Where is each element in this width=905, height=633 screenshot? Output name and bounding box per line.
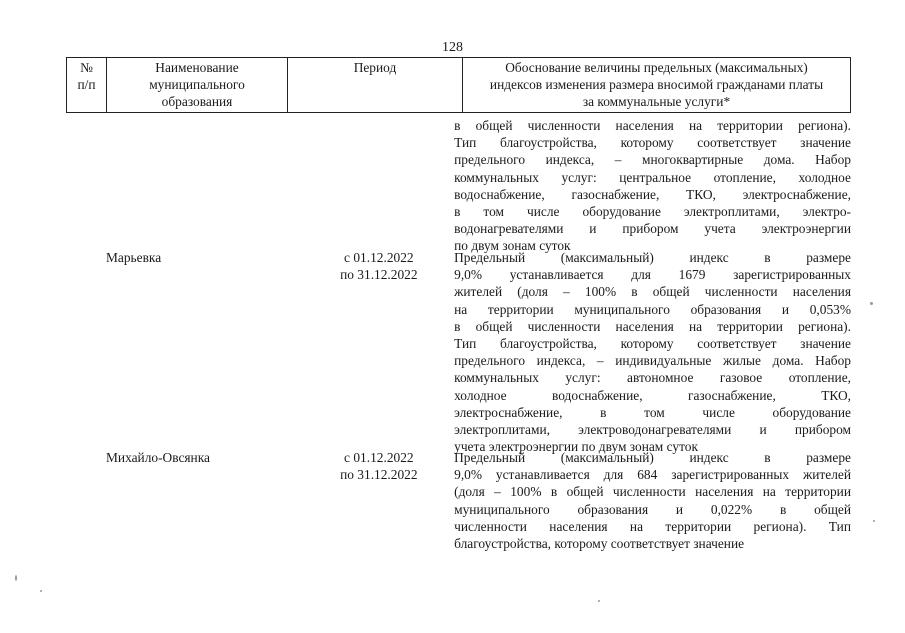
- text-line: благоустройства, которому соответствует значение: [454, 536, 745, 552]
- table-row: [66, 449, 851, 552]
- text-line: электроснабжение, в том числе оборудование: [454, 404, 851, 420]
- cell-justification: [454, 117, 851, 255]
- text-line: в общей численности населения на территории региона).: [454, 318, 851, 334]
- table-header: [66, 57, 851, 113]
- text-line: на территории муниципального образования и 0,053%: [454, 301, 851, 317]
- header-period: Период: [288, 58, 463, 113]
- table-body: [66, 117, 851, 552]
- text-line: (доля – 100% в общей численности населения на территории: [454, 484, 851, 500]
- cell-justification: [454, 449, 851, 552]
- text-line: Предельный (максимальный) индекс в размере: [454, 450, 851, 465]
- header-justification: Обоснование величины предельных (максимальных) индексов изменения размера вносимой гражданами платы за коммунальные услуги*: [463, 58, 851, 113]
- scan-speck: [40, 590, 42, 592]
- text-line: коммунальных услуг: центральное отопление, холодное: [454, 169, 851, 185]
- text-line: Тип благоустройства, которому соответствует значение: [454, 135, 851, 151]
- text-line: электроплитами, электроводонагревателями и прибором: [454, 422, 851, 438]
- scan-speck: [598, 600, 600, 602]
- text-line: холодное водоснабжение, газоснабжение, ТКО,: [454, 387, 851, 403]
- table-row: [66, 249, 851, 455]
- cell-municipality-name: Марьевка: [106, 250, 162, 265]
- text-line: коммунальных услуг: автономное газовое отопление,: [454, 370, 851, 386]
- cell-justification: [454, 249, 851, 455]
- cell-period: [275, 249, 452, 283]
- text-line: муниципального образования и 0,022% в общей: [454, 501, 851, 517]
- text-line: предельного индекса, – многоквартирные дома. Набор: [454, 152, 851, 168]
- cell-municipality-name: Михайло-Овсянка: [106, 450, 210, 465]
- period-to: по 31.12.2022: [340, 267, 418, 283]
- text-line: 9,0% устанавливается для 684 зарегистрированных жителей: [454, 467, 851, 483]
- period-from: с 01.12.2022: [344, 450, 414, 465]
- header-municipality: Наименование муниципального образования: [107, 58, 288, 113]
- text-line: численности населения на территории региона). Тип: [454, 518, 851, 534]
- header-number: № п/п: [67, 58, 107, 113]
- period-to: по 31.12.2022: [340, 467, 418, 483]
- text-line: 9,0% устанавливается для 1679 зарегистрированных: [454, 267, 851, 283]
- scan-speck: [15, 575, 17, 581]
- scan-speck: [870, 302, 873, 305]
- scan-speck: [873, 520, 875, 522]
- text-line: учета электроэнергии по двум зонам суток: [454, 439, 698, 455]
- text-line: предельного индекса, – индивидуальные жилые дома. Набор: [454, 353, 851, 369]
- page-number: 128: [442, 40, 463, 55]
- text-line: водонагревателями и прибором учета электроэнергии: [454, 221, 851, 237]
- text-line: в том числе оборудование электроплитами, электро-: [454, 204, 851, 220]
- text-line: жителей (доля – 100% в общей численности населения: [454, 284, 851, 300]
- text-line: Предельный (максимальный) индекс в размере: [454, 250, 851, 265]
- text-line: в общей численности населения на территории региона).: [454, 118, 851, 133]
- cell-period: [275, 449, 452, 483]
- table-row-continuation: [66, 117, 851, 254]
- text-line: по двум зонам суток: [454, 238, 571, 254]
- text-line: водоснабжение, газоснабжение, ТКО, электроснабжение,: [454, 186, 851, 202]
- period-from: с 01.12.2022: [344, 250, 414, 265]
- text-line: Тип благоустройства, которому соответствует значение: [454, 336, 851, 352]
